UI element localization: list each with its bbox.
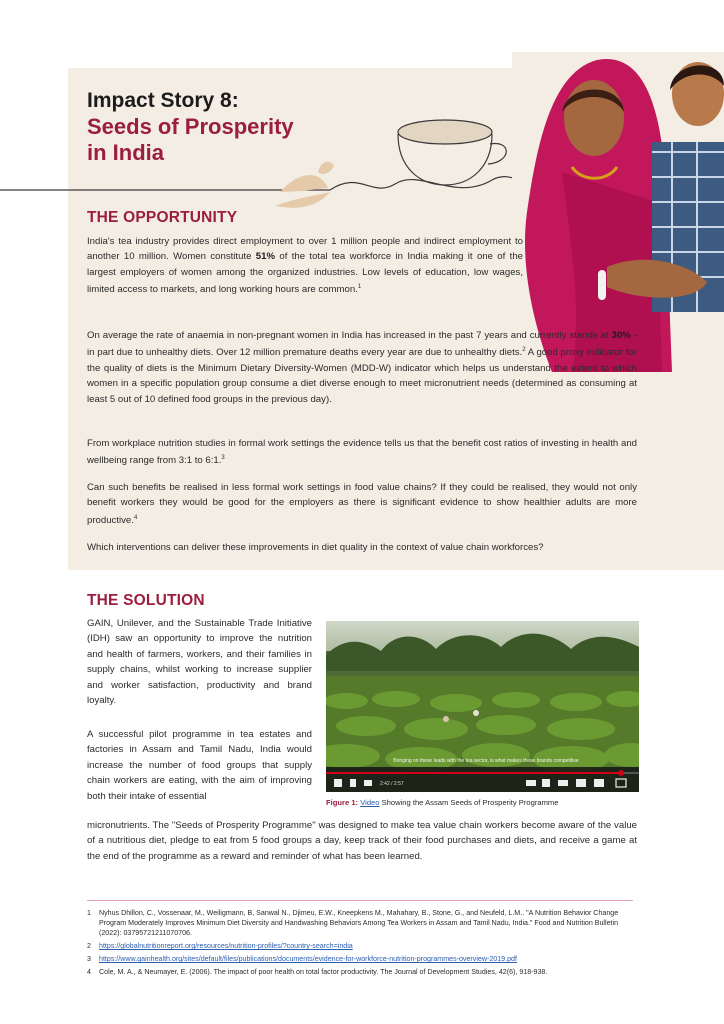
p2-text-a: On average the rate of anaemia in non-pregnant women in India has increased in the past 7 years and currently stands at	[87, 330, 612, 341]
figure-caption	[326, 798, 558, 807]
footnote-text: Cole, M. A., & Neumayer, E. (2006). The impact of poor health on total factor productivity. The Journal of Development Studies, 42(6), 918-938.	[99, 968, 548, 976]
footnote-number: 4	[87, 968, 91, 976]
opportunity-paragraph-4	[87, 480, 637, 528]
solution-heading: THE SOLUTION	[87, 592, 205, 609]
title-india-line: in India	[87, 140, 164, 165]
video-subtitle: Bringing on these leads with the tea sector, is what makes these brands competitive	[393, 758, 579, 764]
solution-paragraph-2-cont: micronutrients. The "Seeds of Prosperity Programme" was designed to make tea value chain workers become aware of the value of a nutritious diet, pledge to eat from 5 food groups a day, keep track of their food purchases and diets, and receive a game at the end of the programme as a reward and reminder of what has been learned.	[87, 820, 637, 862]
video-player[interactable]	[326, 621, 639, 792]
footnote-link[interactable]: https://globalnutritionreport.org/resources/nutrition-profiles/?country-search=india	[99, 942, 353, 950]
opportunity-heading: THE OPPORTUNITY	[87, 209, 238, 226]
figure-label: Figure 1:	[326, 798, 359, 807]
footnotes	[87, 908, 635, 980]
footnote-divider	[87, 900, 633, 901]
stat-anaemia: 30%	[611, 330, 631, 341]
footnote-number: 2	[87, 942, 91, 950]
opportunity-paragraph-1	[87, 234, 523, 298]
figure-caption-text: Showing the Assam Seeds of Prosperity Programme	[379, 798, 559, 807]
footnote-1	[87, 908, 635, 938]
footnote-ref: 3	[221, 455, 225, 462]
p3-text: From workplace nutrition studies in formal work settings the evidence tells us that the benefit cost ratios of investing in health and wellbeing range from 3:1 to 6:1.	[87, 438, 637, 467]
woman-and-child-photo	[512, 52, 724, 372]
footnote-ref: 2	[522, 347, 526, 354]
footnote-3	[87, 954, 635, 964]
p4-text: Can such benefits be realised in less formal work settings in food value chains? If they could be realised, they would not only benefit workers they would be good for the employers as there is significant evidence to show healthier adults are more productive.	[87, 482, 637, 526]
opportunity-paragraph-2	[87, 328, 637, 407]
p2-text-c: - in part due to unhealthy diets. Over 12 million premature deaths every year are due to unhealthy diets.	[87, 330, 637, 359]
footnote-text: Nyhus Dhillon, C., Vossenaar, M., Weiligmann, B, Sanwal N., Djimeu, E.W., Kneepkens M., Mahahary, B., Stone, G., and Neufeld, L.M.. "A Nutrition Behavior Change Program Moderately Improves Minimum Diet Diversity and Handwashing Behaviors Among Tea Workers in Assam and Tamil Nadu, India." Food and Nutrition Bulletin (2022): 03795721211070706.	[99, 909, 619, 937]
video-timestamp: 2:42 / 2:57	[380, 781, 404, 787]
footnote-ref: 1	[357, 284, 362, 291]
opportunity-paragraph-5: Which interventions can deliver these improvements in diet quality in the context of value chain workforces?	[87, 542, 544, 553]
p1-text-a: India's tea industry provides direct employment to over 1 million people and indirect employment to another 10 million. Women constitute	[87, 236, 523, 263]
footnote-number: 1	[87, 909, 91, 917]
stat-women-workforce: 51%	[255, 251, 275, 263]
footnote-number: 3	[87, 955, 91, 963]
p1-text-c: of the total tea workforce in India making it one of the largest employers of women among the organized industries. Low levels of education, low wages, limited access to markets, and long working hours are common.	[87, 251, 523, 296]
video-link[interactable]: Video	[360, 798, 380, 807]
solution-paragraph-1: GAIN, Unilever, and the Sustainable Trade Initiative (IDH) saw an opportunity to improve the nutrition and health of farmers, workers, and their families in supply chains, whilst working to increase supplier and worker satisfaction, productivity and brand loyalty.	[87, 618, 312, 707]
footnote-4	[87, 967, 635, 977]
p2-text-d: A good proxy indicator for the quality of diets is the Minimum Dietary Diversity-Women (MDD-W) indicator which helps us understand the extent to which women in a specific population group consume a diet diverse enough to meet micronutrient needs (determined as consuming at least 5 out of 10 defined food groups in the previous day).	[87, 347, 637, 405]
opportunity-paragraph-3	[87, 436, 637, 469]
footnote-2	[87, 941, 635, 951]
solution-paragraph-2-start: A successful pilot programme in tea estates and factories in Assam and Tamil Nadu, India would increase the number of food groups that supply chain workers are eating, with the aim of improving both their intake of essential	[87, 729, 312, 802]
footnote-link[interactable]: https://www.gainhealth.org/sites/default/files/publications/documents/evidence-for-workforce-nutrition-programmes-overview-2019.pdf	[99, 955, 517, 963]
title-impact-story: Impact Story 8:	[87, 89, 239, 112]
footnote-ref: 4	[133, 514, 138, 521]
title-seeds-line: Seeds of Prosperity	[87, 114, 294, 139]
page-title	[87, 88, 294, 166]
